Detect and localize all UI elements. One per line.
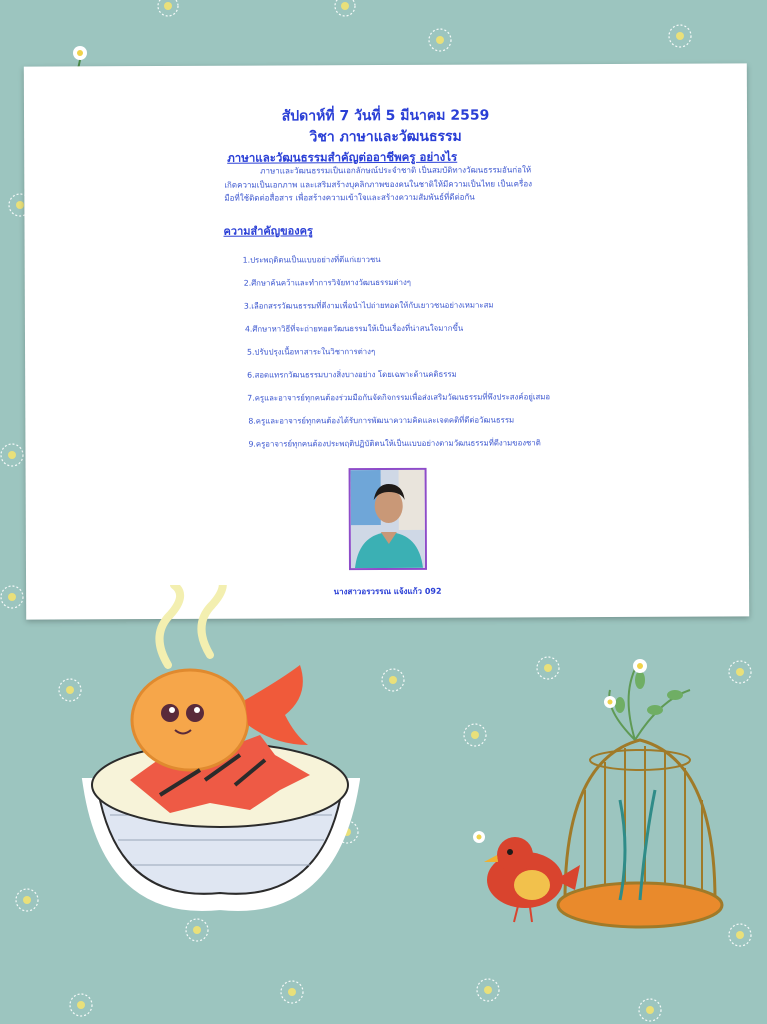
list-item: 5.ปรับปรุงเนื้อหาสาระในวิชาการต่างๆ	[247, 347, 376, 357]
list-item: 4.ศึกษาหาวิธีที่จะถ่ายทอดวัฒนธรรมให้เป็นเรื่องที่น่าสนใจมากขึ้น	[244, 323, 464, 334]
food-bowl-sticker-icon	[70, 585, 360, 915]
intro-paragraph	[224, 163, 584, 205]
page-title-subject: วิชา ภาษาและวัฒนธรรม	[309, 128, 462, 146]
birdcage-with-bird-icon	[470, 650, 730, 960]
section-heading-importance: ภาษาและวัฒนธรรมสำคัญต่ออาชีพครู อย่างไร	[227, 149, 458, 165]
list-item: 6.สอดแทรกวัฒนธรรมบางสิ่งบางอย่าง โดยเฉพาะด้านคติธรรม	[247, 369, 457, 380]
paragraph-line: ภาษาและวัฒนธรรมเป็นเอกลักษณ์ประจำชาติ เป็นสมบัติทางวัฒนธรรมอันก่อให้	[260, 165, 532, 176]
paragraph-line: มือที่ใช้ติดต่อสื่อสาร เพื่อสร้างความเข้าใจและสร้างความสัมพันธ์ที่ดีต่อกัน	[224, 192, 475, 203]
section-heading-teacher-role: ความสำคัญของครู	[223, 224, 313, 238]
list-item: 3.เลือกสรรวัฒนธรรมที่ดีงามเพื่อนำไปถ่ายทอดให้กับเยาวชนอย่างเหมาะสม	[243, 300, 494, 311]
document-sheet	[24, 63, 749, 619]
list-item: 9.ครูอาจารย์ทุกคนต้องประพฤติปฏิบัติตนให้เป็นแบบอย่างตามวัฒนธรรมที่ดีงามของชาติ	[248, 438, 541, 449]
list-item: 1.ประพฤติตนเป็นแบบอย่างที่ดีแก่เยาวชน	[242, 255, 381, 265]
list-item: 7.ครูและอาจารย์ทุกคนต้องร่วมมือกันจัดกิจกรรมเพื่อส่งเสริมวัฒนธรรมที่พึงประสงค์อยู่เสมอ	[247, 392, 551, 403]
page-title-date: สัปดาห์ที่ 7 วันที่ 5 มีนาคม 2559	[281, 107, 490, 125]
author-caption: นางสาวอรวรรณ แจ้งแก้ว 092	[333, 586, 442, 597]
paragraph-line: เกิดความเป็นเอกภาพ และเสริมสร้างบุคลิกภาพของคนในชาติให้มีความเป็นไทย เป็นเครื่อง	[224, 178, 533, 190]
list-item: 8.ครูและอาจารย์ทุกคนต้องได้รับการพัฒนาความคิดและเจตคติที่ดีต่อวัฒนธรรม	[248, 415, 515, 426]
list-item: 2.ศึกษาค้นคว้าและทำการวิจัยทางวัฒนธรรมต่างๆ	[243, 277, 412, 288]
author-photo	[349, 468, 427, 570]
person-portrait-icon	[351, 470, 425, 568]
